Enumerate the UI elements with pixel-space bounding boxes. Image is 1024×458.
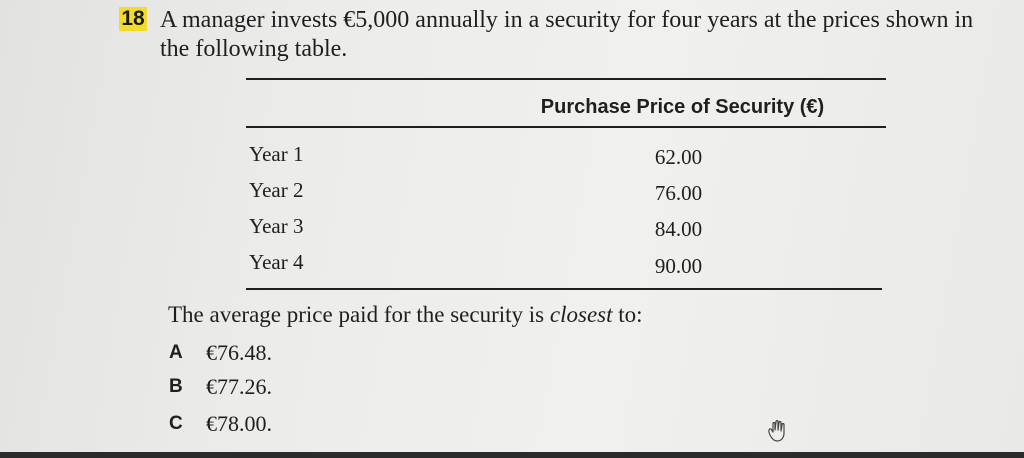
table-column-header: Purchase Price of Security (€) [540,96,825,118]
option-a-letter: A [169,342,183,363]
table-top-rule [246,78,886,80]
option-a-text: €76.48. [206,340,272,365]
table-row-label: Year 2 [249,178,304,202]
option-b-letter: B [169,376,183,397]
question-prompt [168,300,643,330]
table-row-value: 76.00 [654,181,703,205]
table-row-label: Year 4 [249,250,304,274]
option-c-letter: C [169,413,183,434]
prompt-emphasis: closest [549,302,613,327]
table-row-value: 62.00 [654,145,703,169]
question-stem: A manager invests €5,000 annually in a security for four years at the prices shown in the following table. [160,7,974,62]
table-row-value: 84.00 [654,217,703,241]
table-row-label: Year 3 [249,214,304,238]
question-number: 18 [119,7,147,31]
option-b-text: €77.26. [206,374,272,399]
table-header-rule [246,126,886,128]
prompt-text-end: to: [612,302,643,327]
hand-pointer-icon [765,420,791,442]
prompt-text-start: The average price paid for the security is [168,302,550,327]
table-row-label: Year 1 [249,142,304,166]
page-bottom-edge [0,452,1024,458]
table-bottom-rule [246,288,882,290]
option-c-text: €78.00. [206,411,272,436]
table-row-value: 90.00 [654,254,703,278]
